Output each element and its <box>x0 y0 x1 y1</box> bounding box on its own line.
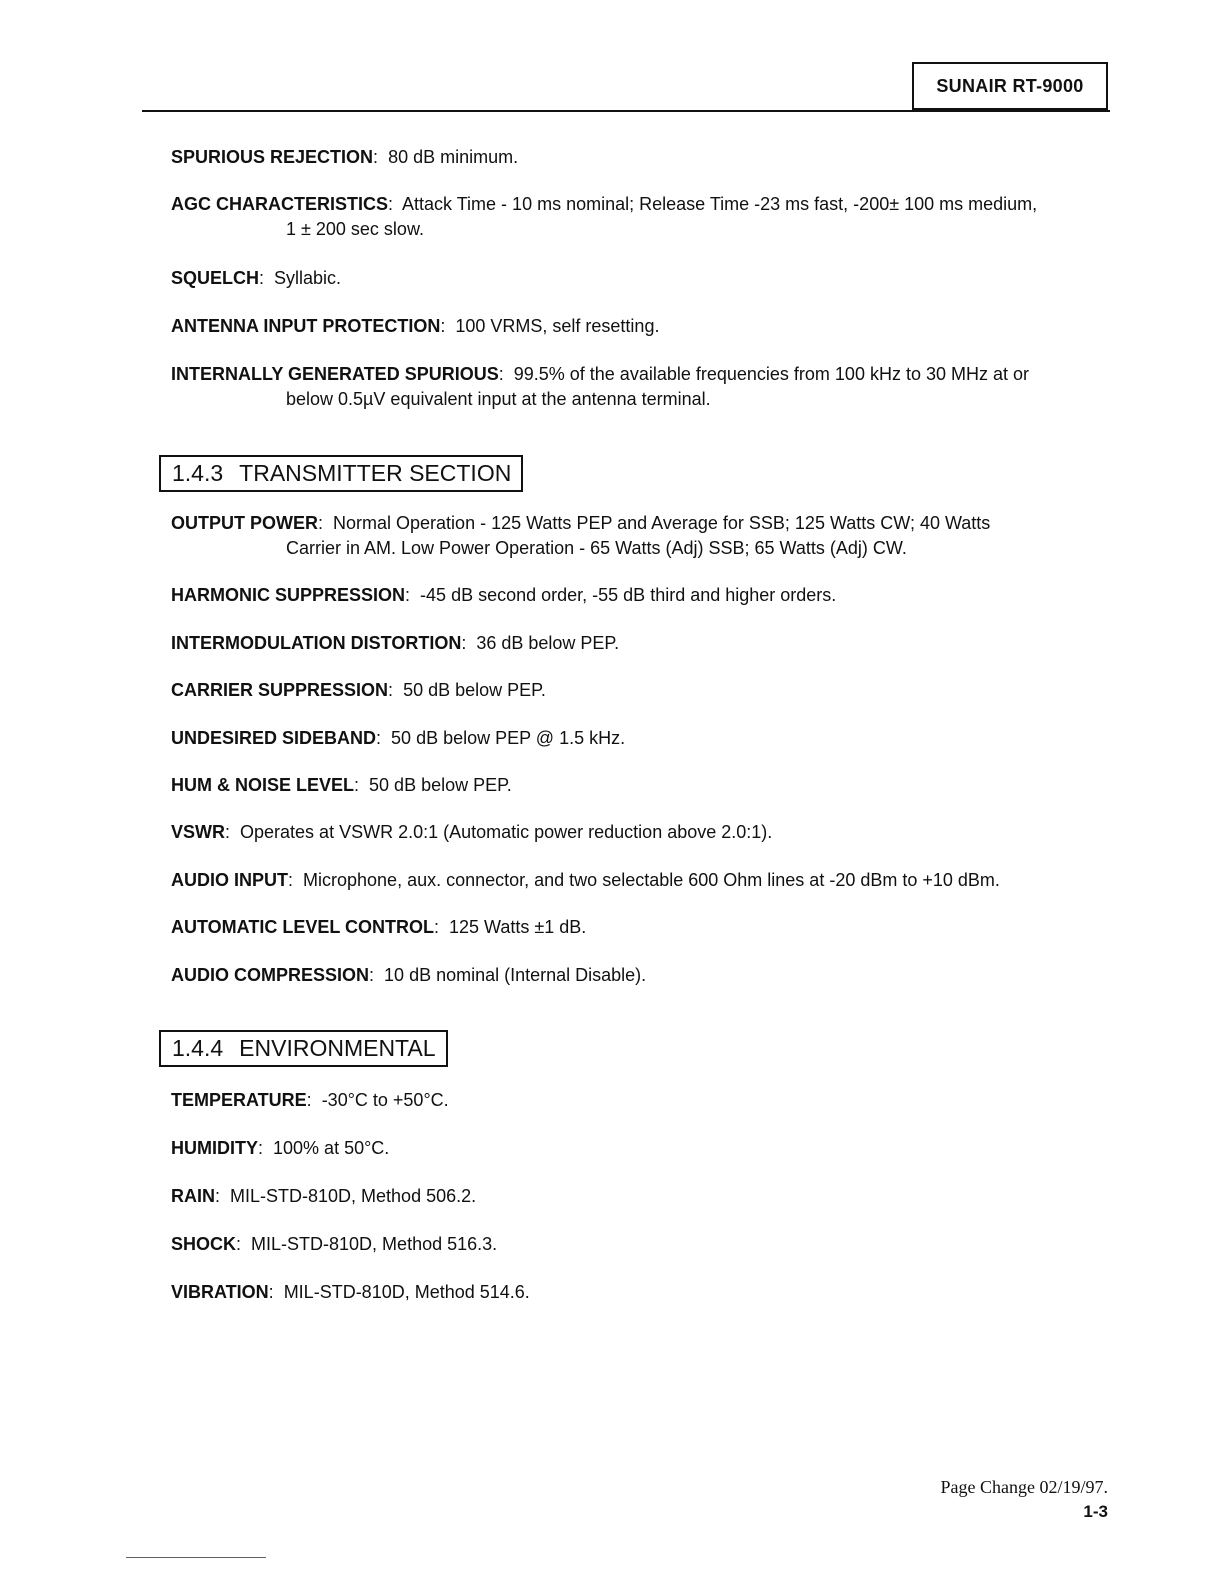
spec-name: INTERMODULATION DISTORTION <box>171 633 462 653</box>
spec-name: SPURIOUS REJECTION <box>171 147 374 167</box>
spec-rain: RAIN: MIL-STD-810D, Method 506.2. <box>171 1186 477 1206</box>
spec-name: ANTENNA INPUT PROTECTION <box>171 316 441 336</box>
spec-name: UNDESIRED SIDEBAND <box>171 728 377 748</box>
spec-value: Operates at VSWR 2.0:1 (Automatic power reduction above 2.0:1). <box>240 822 773 842</box>
spec-value: Normal Operation - 125 Watts PEP and Average for SSB; 125 Watts CW; 40 Watts <box>333 513 991 533</box>
spec-name: HUM & NOISE LEVEL <box>171 775 355 795</box>
spec-value-continued: 1 ± 200 sec slow. <box>286 219 424 239</box>
spec-name: VSWR <box>171 822 225 842</box>
spec-value: Syllabic. <box>274 268 342 288</box>
spec-name: SQUELCH <box>171 268 260 288</box>
spec-name: RAIN <box>171 1186 215 1206</box>
spec-name: AUDIO INPUT <box>171 870 288 890</box>
spec-value: Microphone, aux. connector, and two selectable 600 Ohm lines at -20 dBm to +10 dBm. <box>303 870 1000 890</box>
spec-value: -30°C to +50°C. <box>321 1090 449 1110</box>
section-number: 1.4.3 <box>172 460 224 486</box>
spec-automatic-level-control: AUTOMATIC LEVEL CONTROL: 125 Watts ±1 dB. <box>171 917 587 937</box>
spec-carrier-suppression: CARRIER SUPPRESSION: 50 dB below PEP. <box>171 680 546 700</box>
spec-name: OUTPUT POWER <box>171 513 318 533</box>
spec-name: SHOCK <box>171 1234 237 1254</box>
spec-value: 50 dB below PEP. <box>369 775 512 795</box>
spec-value: 100 VRMS, self resetting. <box>455 316 660 336</box>
spec-name: AGC CHARACTERISTICS <box>171 194 389 214</box>
spec-name: HUMIDITY <box>171 1138 258 1158</box>
spec-vibration: VIBRATION: MIL-STD-810D, Method 514.6. <box>171 1282 530 1302</box>
section-title: ENVIRONMENTAL <box>239 1035 436 1061</box>
spec-temperature: TEMPERATURE: -30°C to +50°C. <box>171 1090 449 1110</box>
spec-intermodulation-distortion: INTERMODULATION DISTORTION: 36 dB below PEP. <box>171 633 620 653</box>
section-title: TRANSMITTER SECTION <box>239 460 512 486</box>
spec-shock: SHOCK: MIL-STD-810D, Method 516.3. <box>171 1234 498 1254</box>
spec-antenna-input-protection: ANTENNA INPUT PROTECTION: 100 VRMS, self resetting. <box>171 316 660 336</box>
section-number: 1.4.4 <box>172 1035 224 1061</box>
spec-value: -45 dB second order, -55 dB third and higher orders. <box>420 585 837 605</box>
spec-hum-noise-level: HUM & NOISE LEVEL: 50 dB below PEP. <box>171 775 512 795</box>
spec-name: TEMPERATURE <box>171 1090 307 1110</box>
spec-name: CARRIER SUPPRESSION <box>171 680 389 700</box>
section-heading-environmental <box>159 1030 448 1067</box>
spec-value: 10 dB nominal (Internal Disable). <box>384 965 647 985</box>
spec-audio-input: AUDIO INPUT: Microphone, aux. connector, and two selectable 600 Ohm lines at -20 dBm to +10 dBm. <box>171 870 1000 890</box>
page-change-note: Page Change 02/19/97. <box>940 1477 1108 1497</box>
spec-name: INTERNALLY GENERATED SPURIOUS <box>171 364 499 384</box>
spec-internally-generated-spurious: INTERNALLY GENERATED SPURIOUS: 99.5% of the available frequencies from 100 kHz to 30 MHz at or below 0.5µV equivalent input at the antenna terminal. <box>171 362 1116 412</box>
spec-value: 80 dB minimum. <box>388 147 519 167</box>
spec-value: 50 dB below PEP. <box>403 680 546 700</box>
spec-squelch: SQUELCH: Syllabic. <box>171 268 342 288</box>
spec-value: 125 Watts ±1 dB. <box>449 917 587 937</box>
spec-value: Attack Time - 10 ms nominal; Release Time -23 ms fast, -200± 100 ms medium, <box>402 194 1038 214</box>
spec-value: MIL-STD-810D, Method 516.3. <box>251 1234 498 1254</box>
spec-humidity: HUMIDITY: 100% at 50°C. <box>171 1138 390 1158</box>
spec-value: MIL-STD-810D, Method 506.2. <box>230 1186 477 1206</box>
spec-undesired-sideband: UNDESIRED SIDEBAND: 50 dB below PEP @ 1.5 kHz. <box>171 728 626 748</box>
spec-value: 36 dB below PEP. <box>476 633 620 653</box>
spec-name: AUTOMATIC LEVEL CONTROL <box>171 917 434 937</box>
spec-name: VIBRATION <box>171 1282 269 1302</box>
spec-name: HARMONIC SUPPRESSION <box>171 585 406 605</box>
spec-audio-compression: AUDIO COMPRESSION: 10 dB nominal (Internal Disable). <box>171 965 647 985</box>
spec-vswr: VSWR: Operates at VSWR 2.0:1 (Automatic power reduction above 2.0:1). <box>171 822 773 842</box>
spec-value: 99.5% of the available frequencies from 100 kHz to 30 MHz at or <box>513 364 1030 384</box>
spec-name: AUDIO COMPRESSION <box>171 965 370 985</box>
spec-value: 50 dB below PEP @ 1.5 kHz. <box>391 728 626 748</box>
spec-output-power: OUTPUT POWER: Normal Operation - 125 Watts PEP and Average for SSB; 125 Watts CW; 40 Watts Carrier in AM. Low Power Operation - 65 Watts (Adj) SSB; 65 Watts (Adj) CW. <box>171 511 1116 561</box>
spec-value-continued: Carrier in AM. Low Power Operation - 65 Watts (Adj) SSB; 65 Watts (Adj) CW. <box>286 538 907 558</box>
spec-agc-characteristics: AGC CHARACTERISTICS: Attack Time - 10 ms nominal; Release Time -23 ms fast, -200± 100 ms medium, 1 ± 200 sec slow. <box>171 192 1116 242</box>
spec-value: 100% at 50°C. <box>273 1138 390 1158</box>
spec-value: MIL-STD-810D, Method 514.6. <box>283 1282 530 1302</box>
footer-rule <box>126 1557 266 1558</box>
spec-value-continued: below 0.5µV equivalent input at the antenna terminal. <box>286 389 711 409</box>
spec-spurious-rejection: SPURIOUS REJECTION: 80 dB minimum. <box>171 147 519 167</box>
page-number: 1-3 <box>1083 1502 1108 1521</box>
section-heading-transmitter <box>159 455 523 492</box>
spec-harmonic-suppression: HARMONIC SUPPRESSION: -45 dB second order, -55 dB third and higher orders. <box>171 585 837 605</box>
document-header-title: SUNAIR RT-9000 <box>912 62 1108 110</box>
header-divider <box>142 110 1110 112</box>
